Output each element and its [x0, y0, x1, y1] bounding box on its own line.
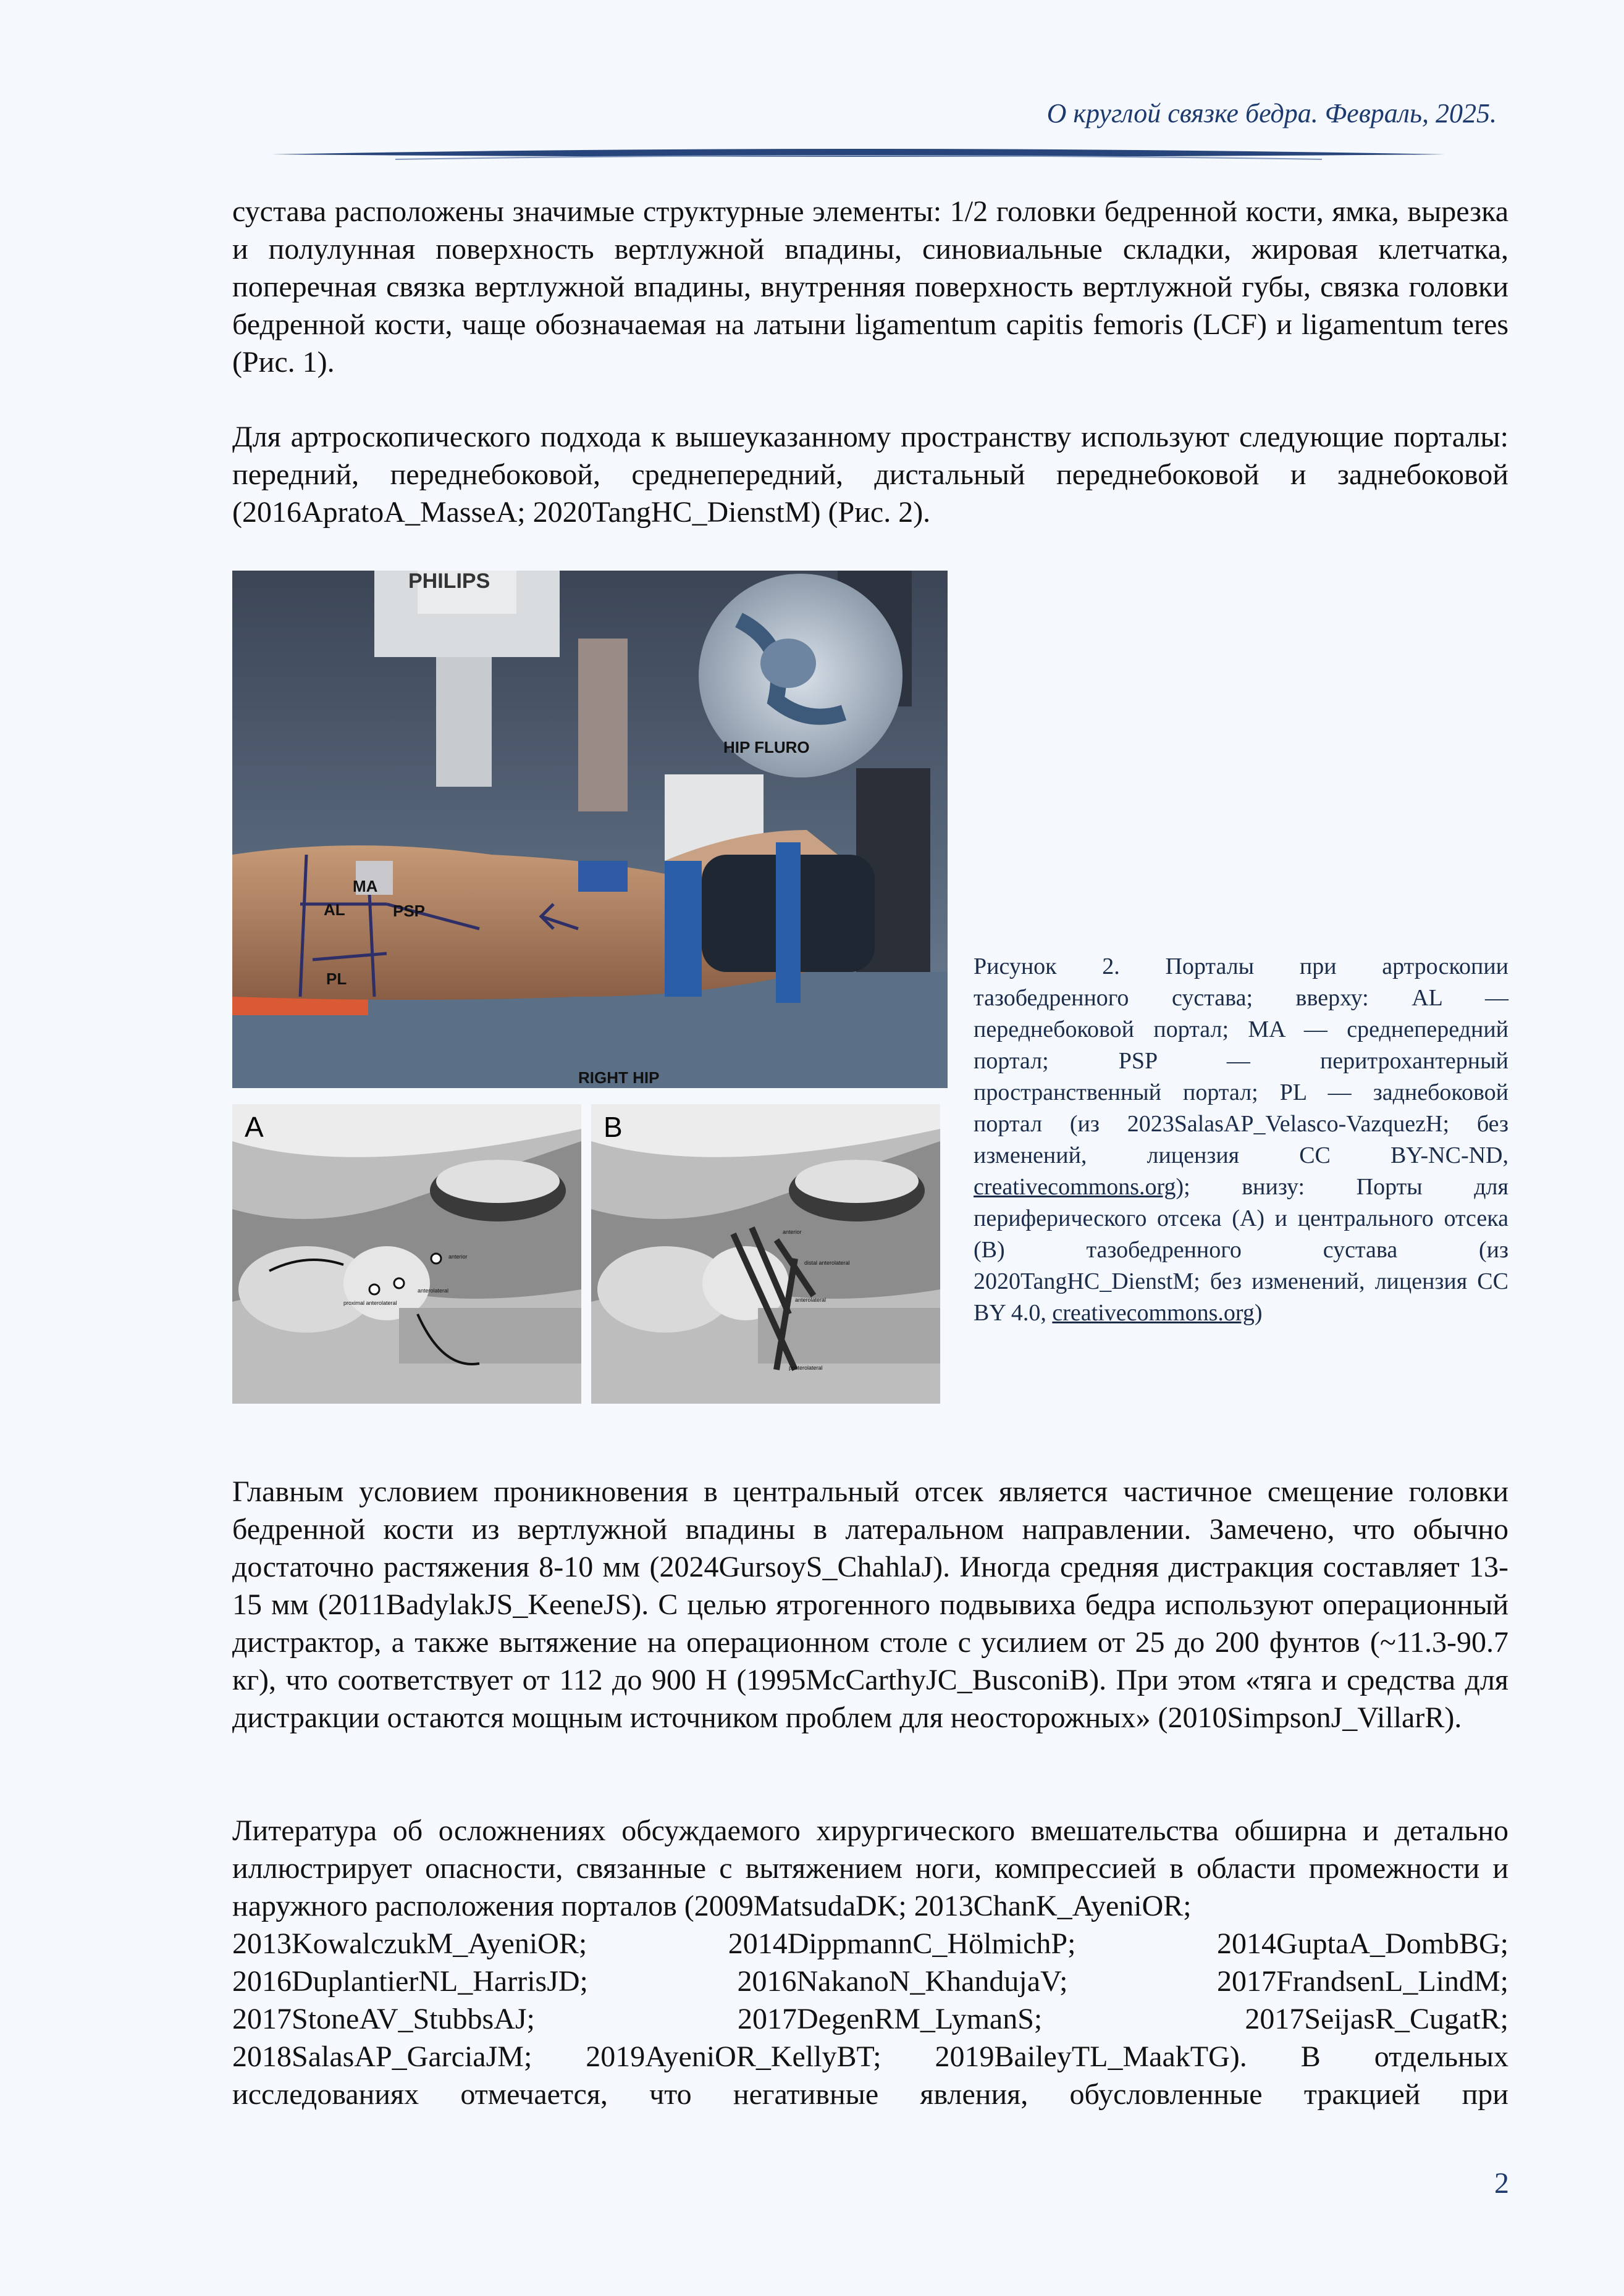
reference-line-3: 2017StoneAV_StubbsAJ; 2017DegenRM_LymanS; 2017SeijasR_CugatR; — [232, 2003, 1508, 2035]
paragraph-complications-lead: Литература об осложнениях обсуждаемого хирургического вмешательства обширна и детально иллюстрирует опасности, связанные с вытяжением ноги, компрессией в области промежности и наружного расположения порталов (2009MatsudaDK; 2013ChanK_AyeniOR; — [232, 1814, 1508, 1922]
fluoro-label: HIP FLURO — [723, 738, 810, 756]
reference-line-1: 2013KowalczukM_AyeniOR; 2014DippmannC_HölmichP; 2014GuptaA_DombBG; — [232, 1927, 1508, 1960]
panel-a-label-2: anterolateral — [418, 1288, 449, 1294]
panel-a-letter: A — [245, 1111, 264, 1143]
panel-a-illustration — [232, 1104, 581, 1404]
panel-b-label-3: anterolateral — [795, 1297, 827, 1303]
figure-photo-operating-room — [232, 571, 948, 1088]
paragraph-complications — [232, 1812, 1508, 2113]
header-divider — [272, 141, 1445, 165]
figure-panel-b — [591, 1104, 940, 1404]
portal-label-ma: MA — [353, 877, 378, 895]
paragraph-structures: сустава расположены значимые структурные элементы: 1/2 головки бедренной кости, ямка, вырезка и полулунная поверхность вертлужной впадины, синовиальные складки, жировая клетчатка, поперечная связка вертлужной впадины, внутренняя поверхность вертлужной губы, связка головки бедренной кости, чаще обозначаемая на латыни ligamentum capitis femoris (LCF) и ligamentum teres (Рис. 1). — [232, 195, 1508, 379]
caption-text-2: ); внизу: Порты для периферического отсека (A) и центрального отсека (B) тазобедренного сустава (из 2020TangHC_DienstM; без изменений, лицензия CC BY 4.0, — [974, 1174, 1508, 1326]
panel-b-letter: B — [604, 1111, 623, 1143]
operating-room-illustration — [232, 571, 948, 1088]
panel-b-label-1: anterior — [783, 1229, 802, 1235]
side-label: RIGHT HIP — [578, 1068, 660, 1087]
caption-link-2[interactable]: creativecommons.org — [1052, 1300, 1255, 1326]
reference-line-2: 2016DuplantierNL_HarrisJD; 2016NakanoN_KhandujaV; 2017FrandsenL_LindM; — [232, 1965, 1508, 1998]
figure-panel-a — [232, 1104, 581, 1404]
caption-link-1[interactable]: creativecommons.org — [974, 1174, 1176, 1200]
paragraph-distraction: Главным условием проникновения в центральный отсек является частичное смещение головки бедренной кости из вертлужной впадины в латеральном направлении. Замечено, что обычно достаточно растяжения 8-10 мм (2024GursoyS_ChahlaJ). Иногда средняя дистракция составляет 13-15 мм (2011BadylakJS_KeeneJS). С целью ятрогенного подвывиха бедра используют операционный дистрактор, а также вытяжение на операционном столе с усилием от 25 до 200 фунтов (~11.3-90.7 кг), что соответствует от 112 до 900 Н (1995McCarthyJC_BusconiB). При этом «тяга и средства для дистракции остаются мощным источником проблем для неосторожных» (2010SimpsonJ_VillarR). — [232, 1475, 1508, 1734]
reference-line-5: исследованиях отмечается, что негативные явления, обусловленные тракцией при — [232, 2078, 1508, 2111]
paragraph-portals: Для артроскопического подхода к вышеуказанному пространству используют следующие порталы: передний, переднебоковой, среднепередний, дистальный переднебоковой и заднебоковой (2016ApratoA_MasseA; 2020TangHC_DienstM) (Рис. 2). — [232, 421, 1508, 529]
portal-label-al: AL — [324, 900, 345, 919]
caption-text-1: Рисунок 2. Порталы при артроскопии тазобедренного сустава; вверху: AL — переднебоковой портал; MA — среднепередний портал; PSP — перитрохантерный пространственный портал; PL — заднебоковой портал (из 2023SalasAP_Velasco-VazquezH; без изменений, лицензия CC BY-NC-ND, — [974, 953, 1508, 1168]
panel-b-illustration — [591, 1104, 940, 1404]
panel-a-label-3: anterior — [448, 1254, 468, 1260]
brand-label: PHILIPS — [408, 571, 490, 593]
figure-caption — [974, 951, 1508, 1329]
panel-b-label-4: posterolateral — [789, 1365, 823, 1371]
portal-label-pl: PL — [326, 970, 347, 988]
portal-label-psp: PSP — [393, 902, 426, 920]
page-number: 2 — [1494, 2167, 1509, 2200]
running-header: О круглой связке бедра. Февраль, 2025. — [1046, 98, 1497, 128]
reference-line-4: 2018SalasAP_GarciaJM; 2019AyeniOR_KellyBT; 2019BaileyTL_MaakTG). В отдельных — [232, 2040, 1508, 2073]
panel-b-label-2: distal anterolateral — [804, 1260, 850, 1266]
panel-a-label-1: proximal anterolateral — [343, 1300, 397, 1306]
caption-text-3: ) — [1254, 1300, 1263, 1326]
